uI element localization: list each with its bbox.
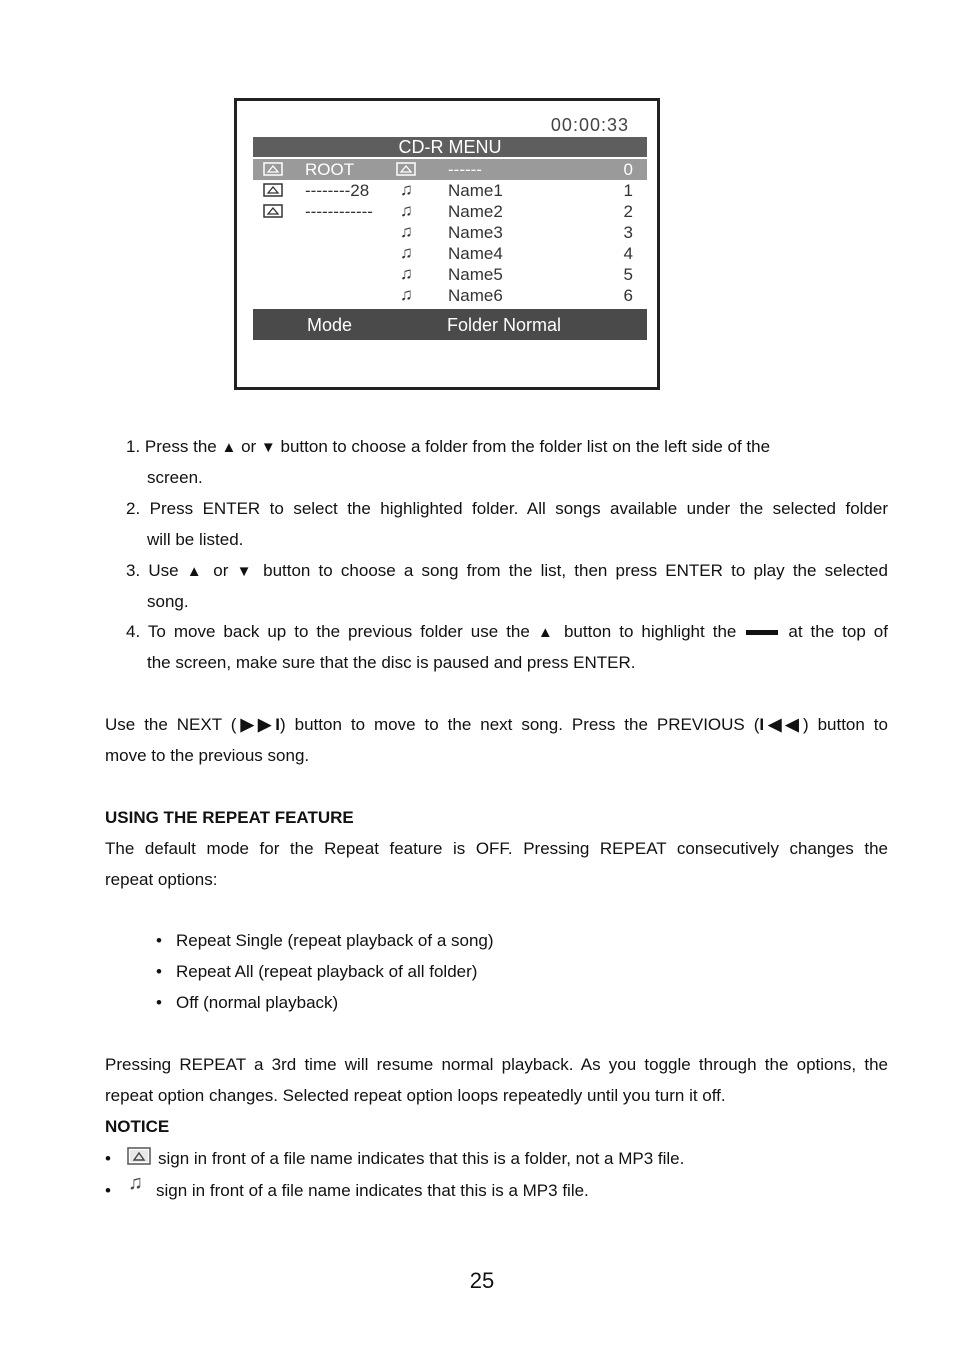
up-arrow-icon: ▲ [186,563,206,580]
menu-row[interactable] [253,264,647,285]
menu-row[interactable] [253,180,647,201]
notice-heading: NOTICE [105,1117,170,1136]
folder-name: ROOT [305,160,355,179]
menu-row[interactable] [253,201,647,222]
mode-value: Folder Normal [447,315,562,335]
folder-icon [263,204,283,218]
music-note-icon: ♫ [128,1172,143,1194]
down-arrow-icon: ▼ [236,563,255,580]
nav-text: ) button to [802,715,888,734]
up-arrow-icon: ▲ [537,624,556,641]
track-number: 4 [623,244,633,263]
step-2-line-2: will be listed. [147,530,244,549]
track-number: 0 [623,160,633,179]
track-number: 1 [623,181,633,200]
step-text: or [213,561,229,580]
step-text: Press ENTER to select the highlighted folder. All songs available under the selected folder [149,499,888,518]
step-text: button to highlight the [563,622,737,641]
menu-row[interactable] [253,285,647,306]
step-2-line-1 [126,493,888,524]
file-name: Name2 [448,202,503,221]
folder-icon [263,183,283,197]
previous-icon: I◀◀ [759,715,803,734]
mode-bar [253,309,647,340]
nav-text: ) button to move to the next song. Press the PREVIOUS ( [280,715,760,734]
step-number: 1. [126,437,141,456]
up-arrow-icon: ▲ [221,439,237,456]
step-number: 4. [126,622,141,641]
step-text: To move back up to the previous folder use the [147,622,530,641]
music-note-icon: ♫ [400,201,413,220]
step-3-line-2: song. [147,592,189,611]
notice-mp3-text: sign in front of a file name indicates that this is a MP3 file. [156,1181,589,1200]
mode-label: Mode [307,315,353,335]
down-arrow-icon: ▼ [260,439,276,456]
step-text: at the top of [788,622,888,641]
step-1-line-1 [126,431,888,463]
page-number: 25 [469,1268,495,1293]
step-text: Use [148,561,179,580]
menu-title: CD-R MENU [398,137,502,157]
folder-icon [396,162,416,176]
folder-name: ------------ [305,202,373,221]
step-text: button to choose a folder from the folder list on the left side of the [280,437,771,456]
menu-row-root[interactable] [253,159,647,180]
repeat-paragraph-line-1: The default mode for the Repeat feature is OFF. Pressing REPEAT consecutively changes the [105,839,888,858]
music-note-icon: ♫ [400,285,413,304]
repeat-paragraph-line-4: repeat option changes. Selected repeat option loops repeatedly until you turn it off. [105,1086,726,1105]
folder-icon [127,1147,151,1165]
repeat-option: Repeat All (repeat playback of all folder) [176,962,478,981]
step-number: 2. [126,499,141,518]
file-name: Name3 [448,223,503,242]
step-number: 3. [126,561,141,580]
track-number: 6 [623,286,633,305]
music-note-icon: ♫ [400,180,413,199]
step-3-line-1 [126,555,888,587]
step-4-line-1 [126,616,888,648]
track-number: 2 [623,202,633,221]
file-name: Name6 [448,286,503,305]
notice-folder-text: sign in front of a file name indicates that this is a folder, not a MP3 file. [158,1149,685,1168]
repeat-paragraph-line-2: repeat options: [105,870,218,889]
menu-row[interactable] [253,222,647,243]
music-note-icon: ♫ [400,264,413,283]
file-name: Name4 [448,244,503,263]
bullet-icon: • [156,993,162,1012]
file-name: ------ [448,160,482,179]
bullet-icon: • [156,962,162,981]
bullet-icon: • [105,1181,111,1200]
repeat-option: Repeat Single (repeat playback of a song) [176,931,494,950]
folder-name: --------28 [305,181,370,200]
step-1-line-2: screen. [147,468,203,487]
menu-row[interactable] [253,243,647,264]
elapsed-time: 00:00:33 [550,115,629,135]
nav-text: Use the NEXT ( [105,715,237,734]
menu-title-bar [253,137,647,157]
step-text: Press the [144,437,217,456]
cd-r-menu-screen [234,98,660,390]
folder-icon [263,162,283,176]
back-bar-icon [746,630,778,635]
file-name: Name1 [448,181,503,200]
track-number: 5 [623,265,633,284]
repeat-heading: USING THE REPEAT FEATURE [105,808,354,827]
next-icon: ▶▶I [236,715,281,734]
nav-paragraph-line-1 [105,709,888,740]
bullet-icon: • [156,931,162,950]
step-text: button to choose a song from the list, then press ENTER to play the selected [263,561,888,580]
track-number: 3 [623,223,633,242]
music-note-icon: ♫ [400,243,413,262]
repeat-option: Off (normal playback) [176,993,339,1012]
step-text: or [241,437,257,456]
repeat-paragraph-line-3: Pressing REPEAT a 3rd time will resume normal playback. As you toggle through the options, the [105,1055,888,1074]
file-name: Name5 [448,265,503,284]
music-note-icon: ♫ [400,222,413,241]
bullet-icon: • [105,1149,111,1168]
nav-paragraph-line-2: move to the previous song. [105,746,310,765]
step-4-line-2: the screen, make sure that the disc is paused and press ENTER. [147,653,636,672]
